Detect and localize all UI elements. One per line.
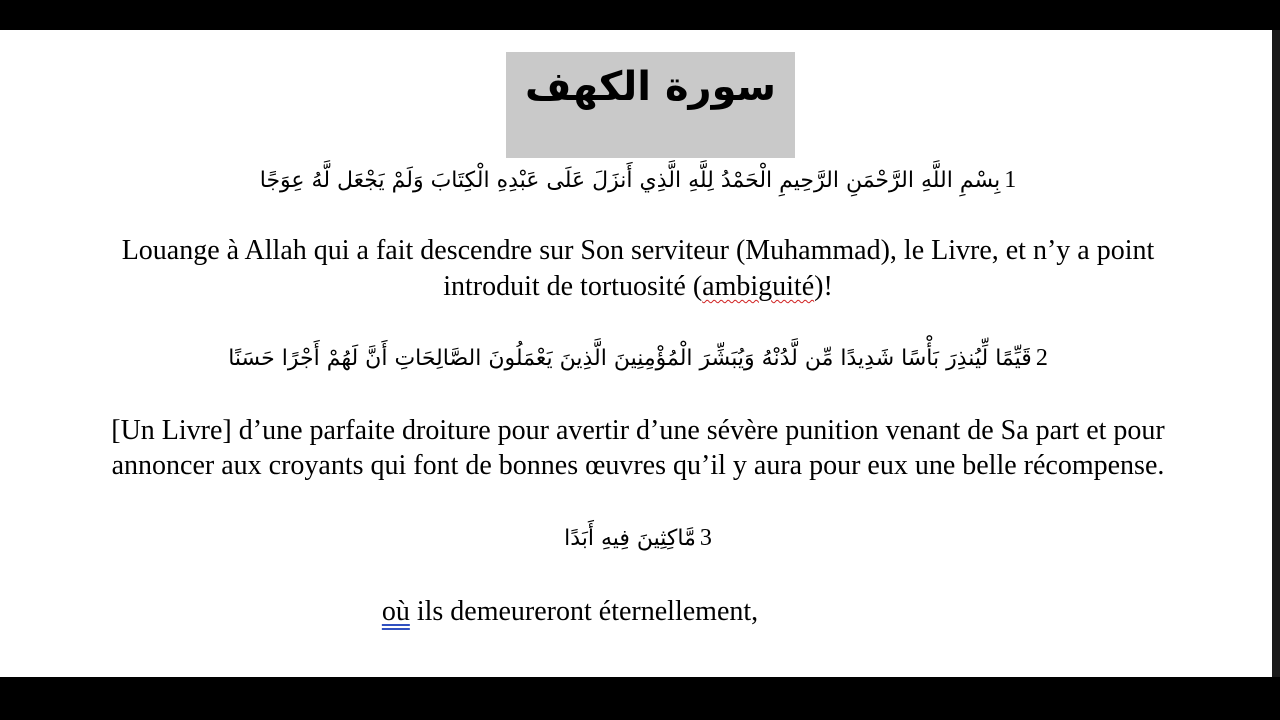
- letterbox-top: [0, 0, 1280, 30]
- surah-title: سورة الكهف: [524, 64, 776, 110]
- verse-2-french-line-1: [Un Livre] d’une parfaite droiture pour avertir d’une sévère punition venant de Sa part et pour: [111, 415, 1165, 446]
- verse-1-arabic-line: [0, 164, 1276, 196]
- verse-3-french-line: [0, 594, 1208, 630]
- verse-2-arabic-line: [0, 342, 1276, 374]
- verse-1-number: 1: [1004, 167, 1017, 193]
- document-page: [0, 30, 1276, 677]
- verse-1-french-line-2: [0, 269, 1276, 305]
- grammar-flagged-word[interactable]: où: [381, 596, 410, 627]
- page-edge: [1272, 30, 1280, 677]
- verse-3-arabic-line: [0, 522, 1276, 554]
- verse-3-french-text: ils demeureront éternellement,: [409, 596, 759, 627]
- verse-3-number: 3: [699, 525, 712, 551]
- verse-1-french-line-1: Louange à Allah qui a fait descendre sur Son serviteur (Muhammad), le Livre, et n’y a point: [121, 235, 1155, 266]
- verse-1-french-text-end: )!: [814, 271, 833, 302]
- verse-3-arabic: مَّاكِثِينَ فِيهِ أَبَدًا: [564, 526, 696, 551]
- verse-2-arabic: قَيِّمًا لِّيُنذِرَ بَأْسًا شَدِيدًا مِّن لَّدُنْهُ وَيُبَشِّرَ الْمُؤْمِنِينَ الَّذِينَ يَعْمَلُونَ الصَّالِحَاتِ أَنَّ لَهُمْ أَجْرًا حَسَنًا: [228, 346, 1032, 371]
- spelling-flagged-word[interactable]: ambiguité: [702, 271, 815, 302]
- letterbox-bottom: [0, 677, 1280, 720]
- verse-2-french-line-2: annoncer aux croyants qui font de bonnes œuvres qu’il y aura pour eux une belle récompense.: [111, 450, 1165, 481]
- verse-1-french-text-start: introduit de tortuosité (: [443, 271, 703, 302]
- verse-2-number: 2: [1035, 345, 1048, 371]
- verse-1-arabic: بِسْمِ اللَّهِ الرَّحْمَنِ الرَّحِيمِ الْحَمْدُ لِلَّهِ الَّذِي أَنزَلَ عَلَى عَبْدِهِ الْكِتَابَ وَلَمْ يَجْعَل لَّهُ عِوَجًا: [259, 168, 1001, 193]
